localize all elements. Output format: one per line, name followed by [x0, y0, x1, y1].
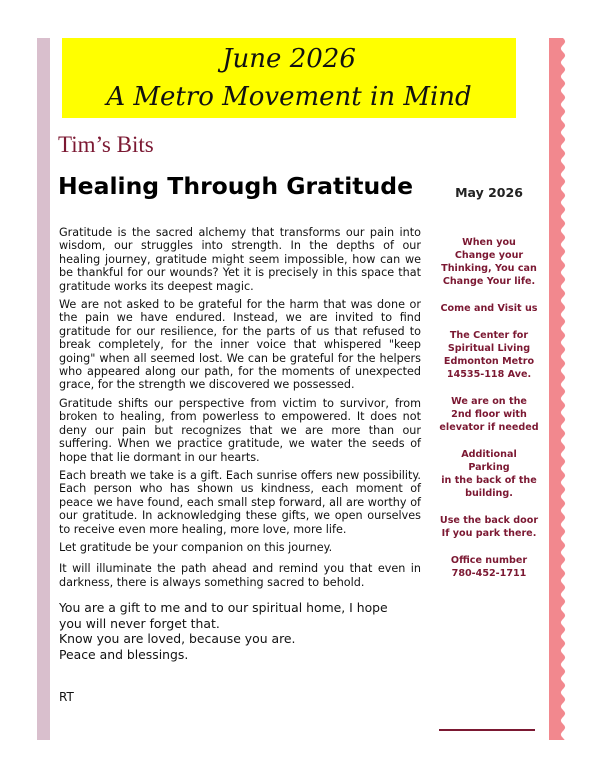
sidebar-line: Additional — [461, 449, 517, 460]
bottom-rule — [439, 729, 535, 731]
issue-date: May 2026 — [455, 185, 523, 200]
sidebar-line: Come and Visit us — [440, 303, 538, 314]
motto-block — [430, 236, 548, 288]
closing-line: You are a gift to me and to our spiritual home, I hope — [59, 600, 388, 615]
sidebar-line: Change Your life. — [442, 276, 536, 287]
article-paragraph: Gratitude shifts our perspective from victim to survivor, from broken to healing, from powerless to empowered. It does not deny our pain but recognizes that we are more than our suffering. When we practice gratitude, we water the seeds of hope that lie dormant in our hearts. — [59, 396, 421, 464]
sidebar-line: Parking — [468, 462, 510, 473]
article-paragraph: We are not asked to be grateful for the harm that was done or the pain we have endured. Instead, we are invited to find gratitude for our resilience, for the parts of us that refused to break completely, for the inner voice that whispered "keep going" when all seemed lost. We can be grateful for the helpers who appeared along our path, for the moments of unexpected grace, for the strength we discovered we possessed. — [59, 298, 421, 392]
floor-block — [430, 395, 548, 434]
sidebar-line: Spiritual Living — [447, 343, 531, 354]
sidebar-line: Change your — [454, 250, 524, 261]
article-headline: Healing Through Gratitude — [58, 172, 414, 200]
sidebar-line: in the back of the — [441, 475, 537, 486]
signature-initials: RT — [59, 690, 74, 704]
sidebar-line: building. — [465, 488, 513, 499]
sidebar-line: The Center for — [449, 330, 529, 341]
newsletter-banner — [62, 38, 516, 118]
address-block — [430, 329, 548, 381]
closing-line: Know you are loved, because you are. — [59, 631, 296, 647]
info-sidebar — [430, 185, 548, 594]
closing-message — [59, 600, 421, 662]
sidebar-line: 780-452-1711 — [451, 568, 527, 579]
left-decorative-bar — [37, 38, 50, 740]
article-paragraph: It will illuminate the path ahead and remind you that even in darkness, there is always something sacred to behold. — [59, 562, 421, 589]
sidebar-line: Use the back door — [439, 515, 539, 526]
door-block — [430, 514, 548, 540]
article-paragraph: Gratitude is the sacred alchemy that transforms our pain into wisdom, our struggles into strength. In the depths of our healing journey, gratitude might seem impossible, how can we be thankful for our wounds? Yet it is precisely in this space that gratitude works its deepest magic. — [59, 226, 421, 293]
banner-title: A Metro Movement in Mind — [106, 82, 472, 112]
section-title: Tim’s Bits — [58, 132, 154, 157]
sidebar-line: Office number — [450, 555, 528, 566]
article-body — [59, 226, 421, 594]
right-wavy-bar — [549, 38, 566, 740]
article-paragraph: Let gratitude be your companion on this journey. — [59, 540, 333, 554]
sidebar-line: Thinking, You can — [441, 263, 537, 274]
parking-block — [430, 448, 548, 500]
sidebar-line: Edmonton Metro — [443, 356, 535, 367]
sidebar-line: We are on the — [451, 396, 527, 407]
sidebar-line: elevator if needed — [439, 422, 539, 433]
sidebar-line: 14535-118 Ave. — [446, 369, 532, 380]
phone-block — [430, 554, 548, 580]
article-paragraph: Each breath we take is a gift. Each sunrise offers new possibility. Each person who has shown us kindness, each moment of peace we have found, each small step forward, all are worthy of our gratitude. In acknowledging these gifts, we open ourselves to receive even more healing, more love, more life. — [59, 468, 421, 536]
sidebar-line: When you — [462, 237, 516, 248]
sidebar-line: If you park there. — [441, 528, 537, 539]
wavy-bar-shape — [549, 38, 565, 740]
banner-date: June 2026 — [222, 44, 356, 74]
closing-line: Peace and blessings. — [59, 646, 189, 662]
closing-line: you will never forget that. — [59, 615, 220, 631]
visit-block — [430, 302, 548, 315]
sidebar-line: 2nd floor with — [451, 409, 527, 420]
